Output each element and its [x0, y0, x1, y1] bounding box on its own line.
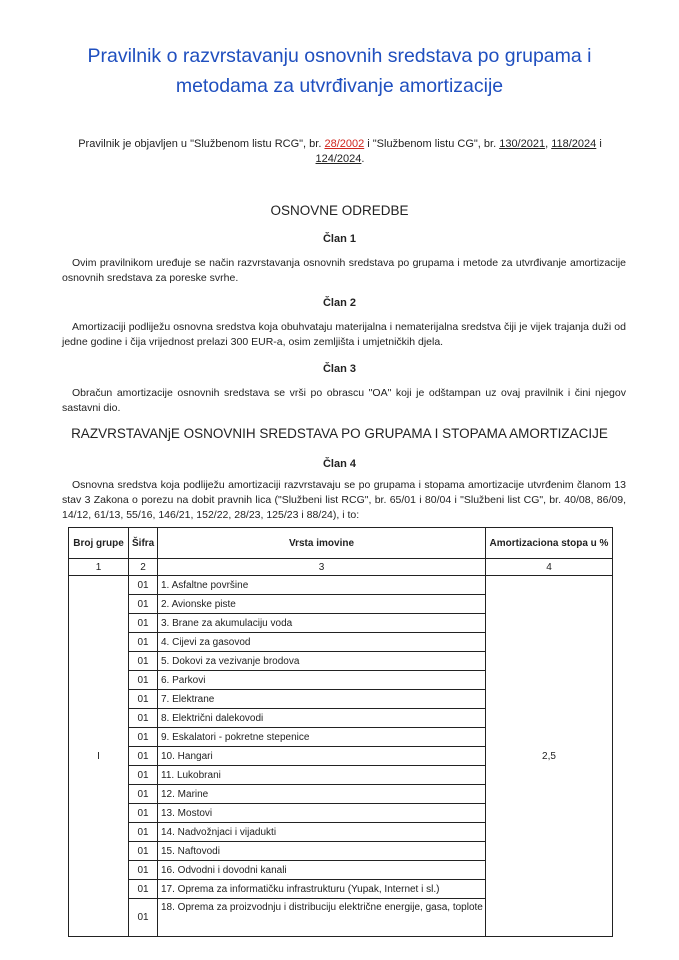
article-4-heading: Član 4 [322, 458, 356, 470]
header-asset-type: Vrsta imovine [158, 528, 486, 559]
table-row [69, 576, 613, 595]
code-cell: 01 [129, 709, 158, 728]
amortization-table [68, 527, 613, 937]
publication-note [70, 137, 610, 167]
asset-name-cell: 5. Dokovi za vezivanje brodova [158, 652, 486, 671]
column-number: 4 [486, 559, 613, 576]
article-2-heading: Član 2 [322, 297, 356, 309]
title-line-2: metodama za utvrđivanje amortizacije [175, 75, 504, 97]
asset-name-cell: 15. Naftovodi [158, 842, 486, 861]
column-number-row [69, 559, 613, 576]
asset-name-cell: 2. Avionske piste [158, 595, 486, 614]
code-cell: 01 [129, 595, 158, 614]
page-title [60, 41, 619, 101]
asset-name-cell: 1. Asfaltne površine [158, 576, 486, 595]
article-4-text: Osnovna sredstva koja podliježu amortizaciji razvrstavaju se po grupama i stopama amortizacije utvrđenim članom 13 stav 3 Zakona o porezu na dobit pravnih lica ("Službeni list RCG", br. 65/01 i 80/04 i "Službeni list CG", br. 40/08, 86/09, 14/12, 61/13, 55/16, 146/21, 152/22, 28/23, 125/23 i 88/24), i to: [62, 479, 626, 521]
code-cell: 01 [129, 899, 158, 937]
code-cell: 01 [129, 633, 158, 652]
asset-name-cell: 6. Parkovi [158, 671, 486, 690]
gazette-link-124-2024[interactable]: 124/2024 [315, 153, 362, 165]
code-cell: 01 [129, 690, 158, 709]
asset-name-cell: 16. Odvodni i dovodni kanali [158, 861, 486, 880]
header-code: Šifra [129, 528, 158, 559]
article-3-heading: Član 3 [322, 363, 356, 375]
article-2-text: Amortizaciji podliježu osnovna sredstva koja obuhvataju materijalna i nematerijalna sredstva čiji je vijek trajanja duži od jedne godine i čija vrijednost prelazi 300 EUR-a, osim zemljišta i umjetničkih djela. [62, 321, 626, 348]
asset-name-cell: 4. Cijevi za gasovod [158, 633, 486, 652]
asset-name-cell: 8. Električni dalekovodi [158, 709, 486, 728]
code-cell: 01 [129, 861, 158, 880]
asset-name-cell: 3. Brane za akumulaciju voda [158, 614, 486, 633]
gazette-link-130-2021[interactable]: 130/2021 [499, 138, 546, 150]
gazette-link-118-2024[interactable]: 118/2024 [551, 138, 597, 150]
column-number: 2 [129, 559, 158, 576]
code-cell: 01 [129, 823, 158, 842]
rate-cell: 2,5 [486, 576, 613, 937]
code-cell: 01 [129, 785, 158, 804]
asset-name-cell: 14. Nadvožnjaci i vijadukti [158, 823, 486, 842]
article-1-text: Ovim pravilnikom uređuje se način razvrstavanja osnovnih sredstava po grupama i metode za utvrđivanje amortizacije osnovnih sredstava za poreske svrhe. [62, 257, 626, 284]
publication-sep-2: i [596, 138, 602, 150]
publication-sep-1: , [545, 138, 552, 150]
asset-name-cell: 11. Lukobrani [158, 766, 486, 785]
publication-middle: i "Službenom listu CG", br. [364, 138, 500, 150]
table-body [69, 559, 613, 937]
header-group: Broj grupe [69, 528, 129, 559]
code-cell: 01 [129, 766, 158, 785]
code-cell: 01 [129, 804, 158, 823]
code-cell: 01 [129, 576, 158, 595]
asset-name-cell: 7. Elektrane [158, 690, 486, 709]
code-cell: 01 [129, 652, 158, 671]
code-cell: 01 [129, 614, 158, 633]
code-cell: 01 [129, 671, 158, 690]
gazette-link-2002[interactable]: 28/2002 [324, 138, 365, 150]
asset-name-cell: 18. Oprema za proizvodnju i distribuciju električne energije, gasa, toplote [158, 899, 486, 937]
section-heading-basic: OSNOVNE ODREDBE [270, 203, 409, 218]
asset-name-cell: 13. Mostovi [158, 804, 486, 823]
publication-prefix: Pravilnik je objavljen u "Službenom listu RCG", br. [78, 138, 325, 150]
code-cell: 01 [129, 747, 158, 766]
publication-suffix: . [361, 153, 365, 165]
article-1-heading: Član 1 [322, 233, 356, 245]
column-number: 3 [158, 559, 486, 576]
title-line-1: Pravilnik o razvrstavanju osnovnih sredstava po grupama i [87, 45, 592, 67]
code-cell: 01 [129, 880, 158, 899]
code-cell: 01 [129, 728, 158, 747]
table-header-row [69, 528, 613, 559]
article-3-text: Obračun amortizacije osnovnih sredstava se vrši po obrascu "OA" koji je odštampan uz ovaj pravilnik i čini njegov sastavni dio. [62, 387, 626, 414]
code-cell: 01 [129, 842, 158, 861]
column-number: 1 [69, 559, 129, 576]
section-heading-classification: RAZVRSTAVANjE OSNOVNIH SREDSTAVA PO GRUPAMA I STOPAMA AMORTIZACIJE [71, 426, 608, 441]
group-cell: I [69, 576, 129, 937]
asset-name-cell: 10. Hangari [158, 747, 486, 766]
asset-name-cell: 9. Eskalatori - pokretne stepenice [158, 728, 486, 747]
asset-name-cell: 17. Oprema za informatičku infrastrukturu (Yupak, Internet i sl.) [158, 880, 486, 899]
asset-name-cell: 12. Marine [158, 785, 486, 804]
header-rate: Amortizaciona stopa u % [486, 528, 613, 559]
